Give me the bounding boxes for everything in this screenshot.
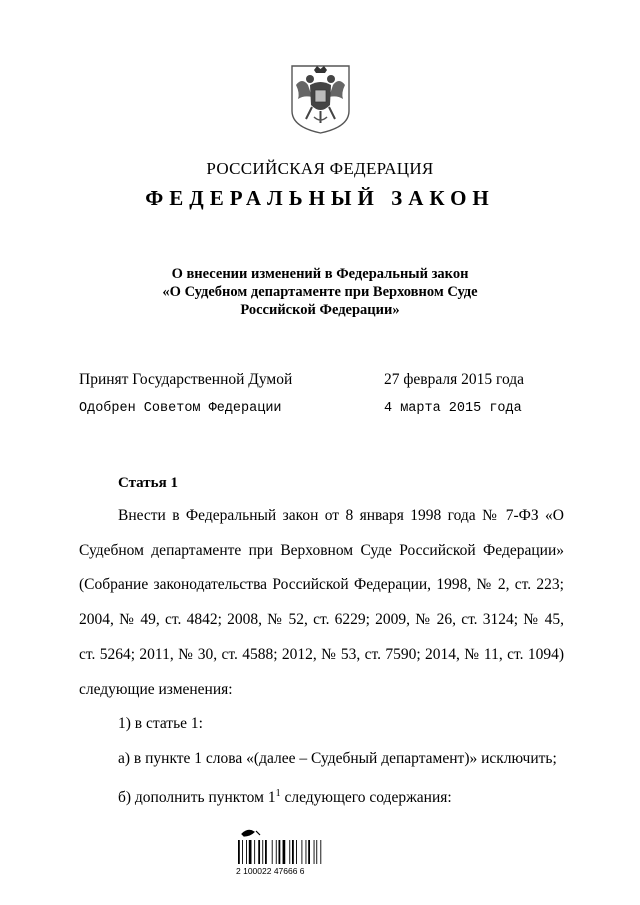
law-title-line: «О Судебном департаменте при Верховном Суде <box>162 284 478 300</box>
council-approval-label: Одобрен Советом Федерации <box>79 401 282 416</box>
item-b-superscript: 1 <box>275 787 281 799</box>
article-body <box>79 499 564 815</box>
article-item-b <box>79 777 564 816</box>
article-item-1: 1) в статье 1: <box>118 715 203 733</box>
law-title-line: Российской Федерации» <box>240 302 400 318</box>
article-text-line: ст. 5264; 2011, № 30, ст. 4588; 2012, № 53, ст. 7590; 2014, № 11, ст. 1094) <box>79 645 564 663</box>
article-item-a: а) в пункте 1 слова «(далее – Судебный департамент)» исключить; <box>118 749 557 767</box>
duma-adoption-date: 27 февраля 2015 года <box>384 371 525 388</box>
article-text-line: следующие изменения: <box>79 680 233 698</box>
barcode-number: 2 100022 47666 6 <box>236 866 305 876</box>
item-b-text: б) дополнить пунктом 1 <box>118 788 276 806</box>
law-title <box>80 265 560 319</box>
article-text-line: (Собрание законодательства Российской Федерации, 1998, № 2, ст. 223; <box>79 576 564 594</box>
article-heading: Статья 1 <box>118 475 178 491</box>
law-title-line: О внесении изменений в Федеральный закон <box>171 266 469 282</box>
article-text-line: Внести в Федеральный закон от 8 января 1998 года № 7-ФЗ «О <box>118 507 564 524</box>
country-name: РОССИЙСКАЯ ФЕДЕРАЦИЯ <box>206 159 434 178</box>
barcode-bars <box>238 840 321 864</box>
item-b-text-rest: следующего содержания: <box>280 788 452 806</box>
duma-adoption-label: Принят Государственной Думой <box>79 371 293 388</box>
article-text-line: Судебном департаменте при Верховном Суде Российской Федерации» <box>79 541 564 559</box>
council-approval-date: 4 марта 2015 года <box>384 401 522 416</box>
coat-of-arms-emblem <box>288 63 353 135</box>
document-type-heading: ФЕДЕРАЛЬНЫЙ ЗАКОН <box>145 186 495 210</box>
article-text-line: 2004, № 49, ст. 4842; 2008, № 52, ст. 6229; 2009, № 26, ст. 3124; № 45, <box>79 611 564 629</box>
